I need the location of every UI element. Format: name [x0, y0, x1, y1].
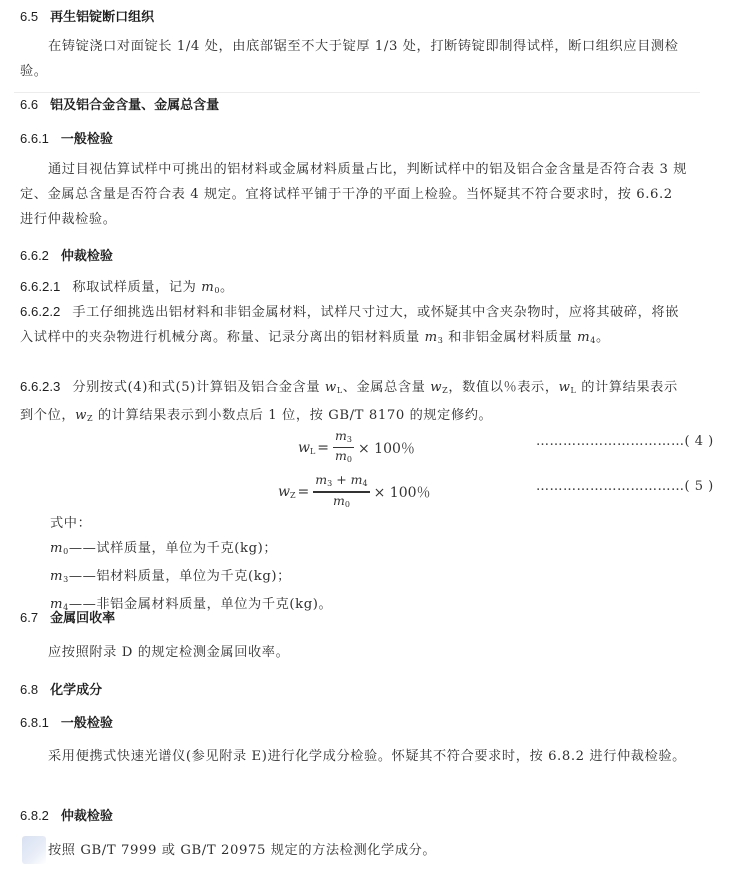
numerator: $m_3 + m_4$ [315, 472, 368, 488]
definition-m0: $m_0——$试样质量，单位为千克(kg)； [50, 541, 278, 556]
variable-wZ: $w_Z$ [430, 380, 449, 395]
section-number: 6.7 [20, 610, 39, 625]
variable-m3: $m_3$ [424, 330, 444, 345]
section-heading-6-6 [20, 92, 690, 118]
formula-5: $w_Z$ = $\frac{m_3 + m_4}{m_0}$ × 100％ [278, 472, 431, 512]
denominator: $m_0$ [335, 448, 352, 464]
section-number: 6.6.2 [20, 248, 49, 263]
paragraph-6-5: 在铸锭浇口对面锭长 1/4 处，由底部锯至不大于锭厚 1/3 处，打断铸锭即制得试样，断口组织应目测检验。 [20, 39, 679, 79]
denominator: $m_0$ [332, 493, 350, 509]
clause-number: 6.6.2.2 [20, 304, 61, 319]
clause-number: 6.6.2.3 [20, 379, 61, 394]
where-label: 式中： [50, 516, 92, 531]
section-heading-6-7 [20, 605, 690, 631]
section-heading-6-8-2 [20, 803, 690, 829]
section-title: 再生铝锭断口组织 [50, 10, 155, 25]
section-heading-6-8 [20, 677, 690, 703]
variable-wL: $w_L$ [558, 380, 577, 395]
section-number: 6.8 [20, 682, 39, 697]
equation-number-4: ……………………………( 4 ) [536, 434, 714, 449]
equation-number-5: ……………………………( 5 ) [536, 479, 714, 494]
variable-m0: $m_0$ [201, 280, 221, 295]
fraction [333, 428, 354, 467]
paragraph-6-6-1: 通过目视估算试样中可挑出的铝材料或金属材料质量占比，判断试样中的铝及铝合金含量是否符合表 3 规定、金属总含量是否符合表 4 规定。宜将试样平铺于干净的平面上检验。当怀疑其不符合要求时，按 6.6.2 进行仲裁检验。 [20, 162, 688, 227]
paragraph-6-8-1: 采用便携式快速光谱仪(参见附录 E)进行化学成分检验。怀疑其不符合要求时，按 6.8.2 进行仲裁检验。 [48, 749, 686, 764]
clause-6-6-2-2: 6.6.2.2 手工仔细挑选出铝材料和非铝金属材料，试样尺寸过大，或怀疑其中含夹杂物时，应将其破碎，将嵌入试样中的夹杂物进行机械分离。称量、记录分离出的铝材料质量 $m_3$ 和非铝金属材料质量 $m_4$。 [20, 304, 679, 345]
section-number: 6.6 [20, 97, 39, 112]
section-title: 仲裁检验 [60, 809, 113, 824]
clause-number: 6.6.2.1 [20, 279, 61, 294]
section-title: 一般检验 [60, 716, 113, 731]
section-number: 6.8.2 [20, 808, 49, 823]
paragraph-6-7: 应按照附录 D 的规定检测金属回收率。 [48, 645, 290, 660]
variable-m4: $m_4$ [577, 330, 596, 345]
multiplier: × 100％ [373, 485, 431, 501]
dot-leader: …………………………… [536, 479, 685, 494]
section-number: 6.8.1 [20, 715, 49, 730]
section-heading-6-5 [20, 4, 690, 30]
definition-m4: $m_4——$非铝金属材料质量，单位为千克(kg)。 [50, 597, 333, 612]
dot-leader: …………………………… [536, 434, 685, 449]
section-title: 一般检验 [60, 132, 113, 147]
section-title: 金属回收率 [50, 611, 116, 626]
formula-lhs: $w_L$ [298, 439, 316, 456]
variable-wL: $w_L$ [324, 380, 343, 395]
section-title: 化学成分 [50, 683, 103, 698]
definition-m3: $m_3——$铝材料质量，单位为千克(kg)； [50, 569, 291, 584]
paragraph-6-8-2: 按照 GB/T 7999 或 GB/T 20975 规定的方法检测化学成分。 [48, 843, 437, 858]
clause-text: 手工仔细挑选出铝材料和非铝金属材料，试样尺寸过大，或怀疑其中含夹杂物时，应将其破碎，将嵌入试样中的夹杂物进行机械分离。称量、记录分离出的铝材料质量 [20, 305, 679, 345]
section-heading-6-6-2 [20, 243, 690, 269]
clause-6-6-2-1: 6.6.2.1 称取试样质量，记为 $m_0$。 [20, 279, 234, 295]
section-title: 仲裁检验 [60, 249, 113, 264]
variable-wZ: $w_Z$ [75, 408, 94, 423]
section-heading-6-8-1 [20, 710, 690, 736]
section-heading-6-6-1 [20, 126, 690, 152]
numerator: $m_3$ [335, 428, 352, 444]
clause-6-6-2-3: 6.6.2.3 分别按式(4)和式(5)计算铝及铝合金含量 $w_L$、金属总含量 $w_Z$，数值以％表示，$w_L$ 的计算结果表示到个位，$w_Z$ 的计算结果表示到小数点后 1 位，按 GB/T 8170 的规定修约。 [20, 379, 678, 423]
section-title: 铝及铝合金含量、金属总含量 [50, 98, 220, 113]
formula-lhs: $w_Z$ [278, 484, 296, 500]
section-number: 6.6.1 [20, 131, 49, 146]
clause-text: 称取试样质量，记为 [72, 280, 202, 295]
section-number: 6.5 [20, 9, 39, 24]
formula-4: $w_L$ = $\frac{m_3}{m_0}$ × 100％ [298, 428, 415, 467]
fraction [313, 472, 369, 512]
multiplier: × 100％ [357, 440, 415, 457]
where-block [50, 511, 550, 620]
